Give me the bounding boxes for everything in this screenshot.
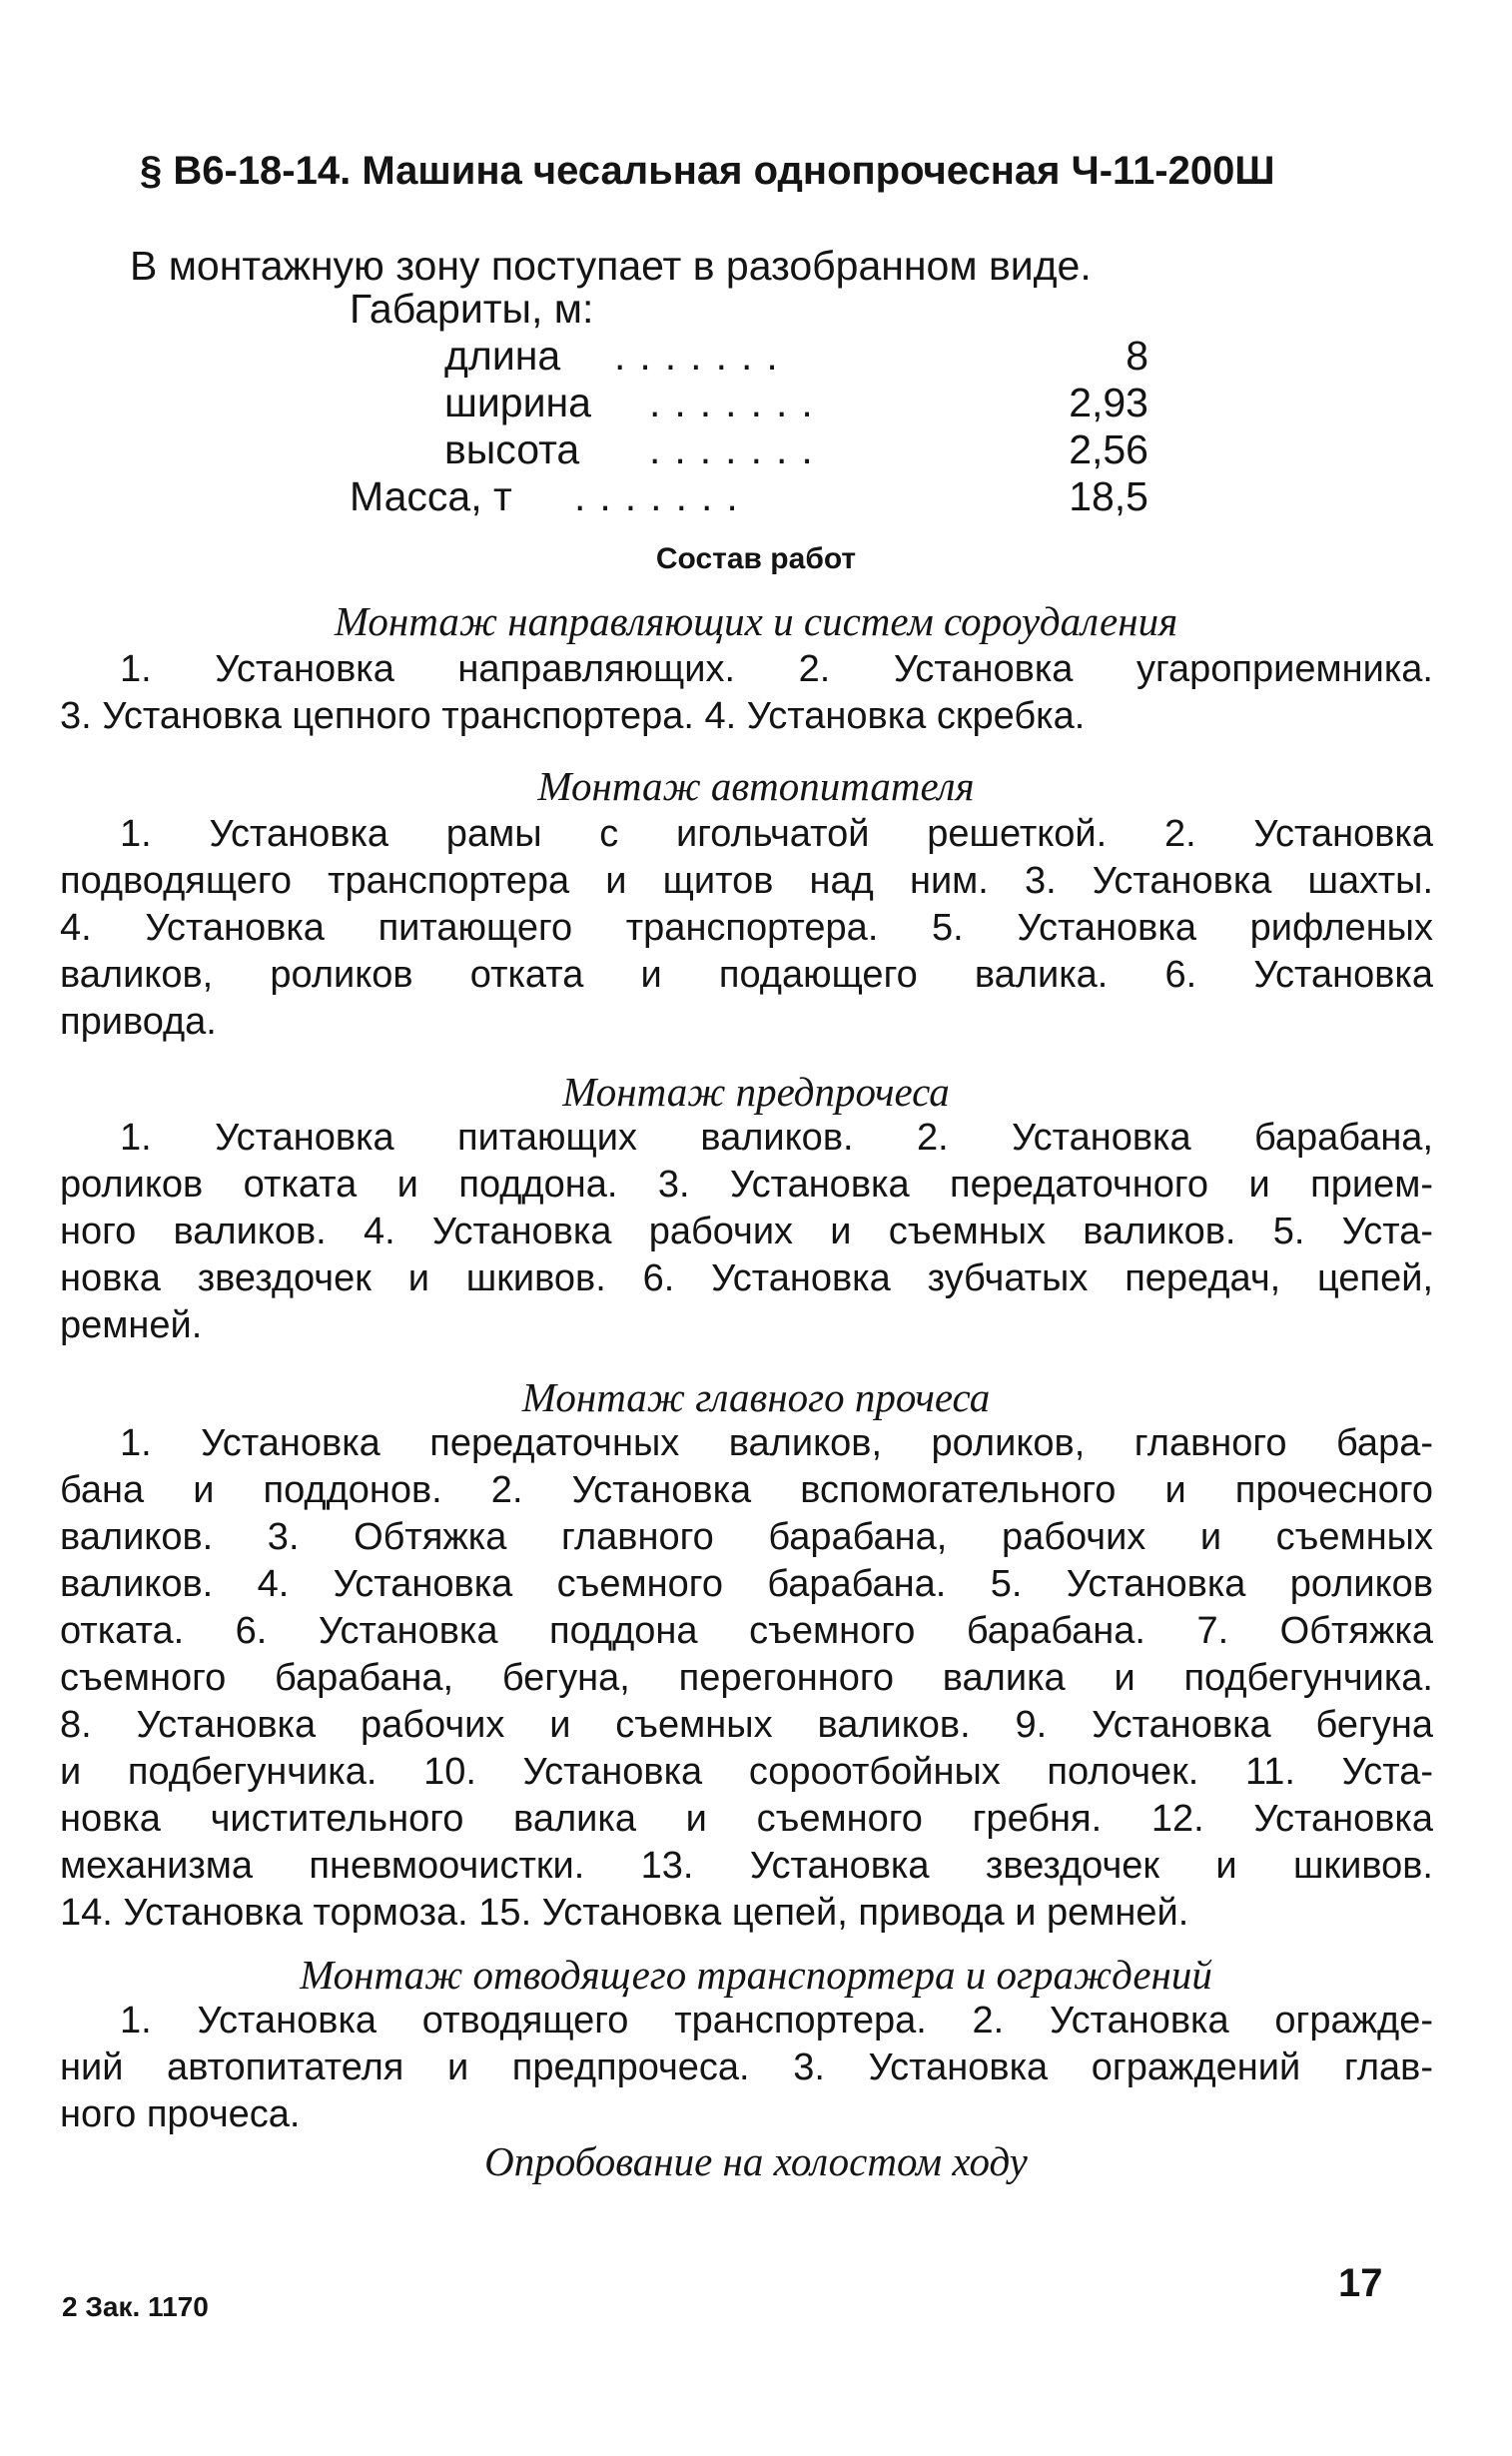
spec-value: 8 xyxy=(1126,333,1148,379)
text-line: валиков. 3. Обтяжка главного барабана, рабочих и съемных xyxy=(60,1516,1433,1558)
subsection-title: Монтаж главного прочеса xyxy=(521,1374,991,1420)
text-line: 1. Установка направляющих. 2. Установка угароприемника. xyxy=(120,648,1433,690)
page-number: 17 xyxy=(1338,2261,1383,2305)
spec-value: 2,93 xyxy=(1069,380,1148,425)
subsection-body xyxy=(60,646,1433,740)
text-line: 1. Установка питающих валиков. 2. Установка барабана, xyxy=(120,1117,1433,1159)
text-line: 1. Установка отводящего транспортера. 2. Установка огражде- xyxy=(120,2000,1433,2042)
subsection-title: Опробование на холостом ходу xyxy=(484,2138,1028,2184)
spec-row-width xyxy=(350,380,1148,426)
specs-block xyxy=(350,286,1148,520)
text-line: и подбегунчика. 10. Установка сороотбойных полочек. 11. Уста- xyxy=(60,1751,1433,1793)
text-line: подводящего транспортера и щитов над ним. 3. Установка шахты. xyxy=(60,860,1433,902)
spec-row-height xyxy=(350,426,1148,473)
intro-text: В монтажную зону поступает в разобранном виде. xyxy=(130,243,1092,289)
section-title: Состав работ xyxy=(655,542,857,575)
text-line: привода. xyxy=(60,1001,217,1043)
subsection-title: Монтаж отводящего транспортера и ограждений xyxy=(300,1952,1212,1998)
order-number: 2 Зак. 1170 xyxy=(62,2291,209,2322)
text-line: ного валиков. 4. Установка рабочих и съемных валиков. 5. Уста- xyxy=(60,1211,1433,1252)
dims-label-row xyxy=(350,286,1148,333)
text-line: 14. Установка тормоза. 15. Установка цепей, привода и ремней. xyxy=(60,1892,1189,1934)
text-line: новка чистительного валика и съемного гребня. 12. Установка xyxy=(60,1798,1433,1840)
subsection-title: Монтаж предпрочеса xyxy=(562,1069,950,1115)
text-line: 1. Установка рамы с игольчатой решеткой. 2. Установка xyxy=(120,813,1433,855)
dims-label: Габариты, м: xyxy=(350,286,594,332)
spec-dots: ....... xyxy=(614,333,792,379)
text-line: новка звездочек и шкивов. 6. Установка зубчатых передач, цепей, xyxy=(60,1257,1433,1299)
spec-row-mass xyxy=(350,473,1148,520)
text-line: 1. Установка передаточных валиков, роликов, главного бара- xyxy=(120,1422,1433,1464)
text-line: ремней. xyxy=(60,1304,203,1346)
subsection-body xyxy=(60,1998,1433,2138)
page-heading: § В6-18-14. Машина чесальная однопрочесная Ч-11-200Ш xyxy=(140,149,1275,193)
spec-dots: ....... xyxy=(649,380,827,425)
subsection-title: Монтаж автопитателя xyxy=(537,763,975,809)
text-line: 8. Установка рабочих и съемных валиков. 9. Установка бегуна xyxy=(60,1704,1433,1746)
text-line: ний автопитателя и предпрочеса. 3. Установка ограждений глав- xyxy=(60,2047,1433,2088)
text-line: механизма пневмоочистки. 13. Установка звездочек и шкивов. xyxy=(60,1845,1433,1887)
spec-dots: ....... xyxy=(574,473,752,519)
mass-value: 18,5 xyxy=(1069,473,1148,519)
text-line: валиков. 4. Установка съемного барабана. 5. Установка роликов xyxy=(60,1563,1433,1605)
subsection-title: Монтаж направляющих и систем сороудаления xyxy=(334,598,1178,644)
subsection-body xyxy=(60,1420,1433,1937)
spec-dots: ....... xyxy=(649,426,827,472)
spec-label: длина xyxy=(444,333,561,379)
subsection-body xyxy=(60,811,1433,1046)
mass-label: Масса, т xyxy=(350,473,512,519)
spec-row-length xyxy=(350,333,1148,380)
subsection-body xyxy=(60,1115,1433,1349)
text-line: ного прочеса. xyxy=(60,2093,301,2135)
text-line: роликов отката и поддона. 3. Установка передаточного и прием- xyxy=(60,1164,1433,1206)
text-line: валиков, роликов отката и подающего валика. 6. Установка xyxy=(60,954,1433,996)
text-line: бана и поддонов. 2. Установка вспомогательного и прочесного xyxy=(60,1469,1433,1511)
text-line: съемного барабана, бегуна, перегонного валика и подбегунчика. xyxy=(60,1657,1433,1699)
text-line: отката. 6. Установка поддона съемного барабана. 7. Обтяжка xyxy=(60,1610,1433,1652)
text-line: 3. Установка цепного транспортера. 4. Установка скребка. xyxy=(60,695,1086,737)
spec-label: ширина xyxy=(444,380,591,425)
spec-label: высота xyxy=(444,426,580,472)
text-line: 4. Установка питающего транспортера. 5. Установка рифленых xyxy=(60,907,1433,949)
spec-value: 2,56 xyxy=(1069,426,1148,472)
